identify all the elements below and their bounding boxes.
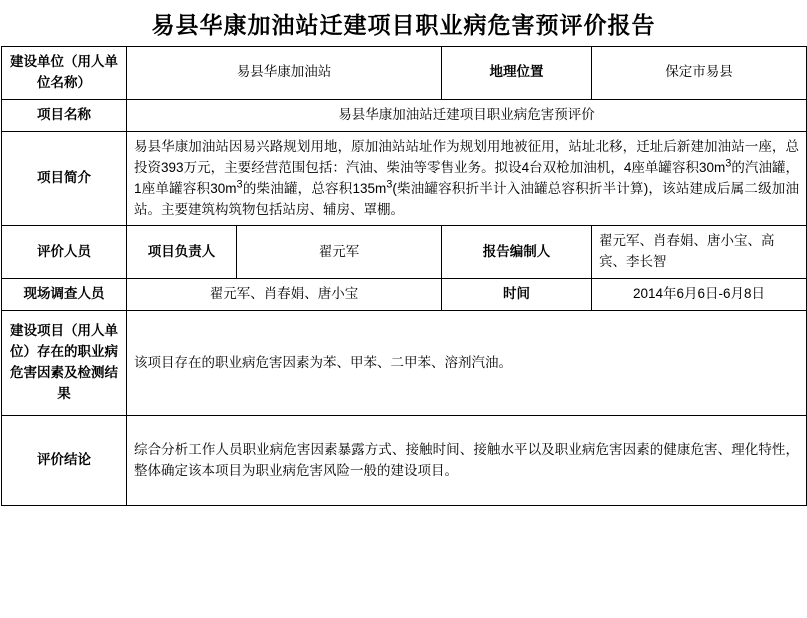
report-table (1, 46, 807, 506)
leader-value: 翟元军 (237, 226, 442, 279)
title-bar (0, 0, 807, 46)
time-label: 时间 (442, 279, 592, 311)
location-value: 保定市易县 (592, 47, 807, 100)
investigators-value: 翟元军、肖春娟、唐小宝 (127, 279, 442, 311)
table-row (2, 416, 807, 506)
leader-label: 项目负责人 (127, 226, 237, 279)
hazards-label: 建设项目（用人单位）存在的职业病危害因素及检测结果 (2, 311, 127, 416)
project-name-value: 易县华康加油站迁建项目职业病危害预评价 (127, 99, 807, 131)
project-intro-label: 项目简介 (2, 131, 127, 226)
table-row (2, 226, 807, 279)
hazards-value: 该项目存在的职业病危害因素为苯、甲苯、二甲苯、溶剂汽油。 (127, 311, 807, 416)
page-title: 易县华康加油站迁建项目职业病危害预评价报告 (151, 12, 656, 38)
location-label: 地理位置 (442, 47, 592, 100)
project-name-label: 项目名称 (2, 99, 127, 131)
investigators-label: 现场调查人员 (2, 279, 127, 311)
table-row (2, 311, 807, 416)
table-row (2, 47, 807, 100)
unit-value: 易县华康加油站 (127, 47, 442, 100)
writer-value: 翟元军、肖春娟、唐小宝、高宾、李长智 (592, 226, 807, 279)
table-row (2, 279, 807, 311)
unit-label: 建设单位（用人单位名称） (2, 47, 127, 100)
table-row (2, 99, 807, 131)
writer-label: 报告编制人 (442, 226, 592, 279)
project-intro-value: 易县华康加油站因易兴路规划用地，原加油站站址作为规划用地被征用，站址北移，迁址后新建加油站一座，总投资393万元，主要经营范围包括：汽油、柴油等零售业务。拟设4台双枪加油机，4座单罐容积$30m^3$的汽油罐，1座单罐容积$30m^3$的柴油罐，总容积$135m^3$(柴油罐容积折半计入油罐总容积折半计算)，该站建成后属二级加油站。主要建筑构筑物包括站房、辅房、罩棚。 (127, 131, 807, 226)
conclusion-value: 综合分析工作人员职业病危害因素暴露方式、接触时间、接触水平以及职业病危害因素的健康危害、理化特性，整体确定该本项目为职业病危害风险一般的建设项目。 (127, 416, 807, 506)
table-row (2, 131, 807, 226)
time-value: 2014年6月6日-6月8日 (592, 279, 807, 311)
conclusion-label: 评价结论 (2, 416, 127, 506)
evaluators-label: 评价人员 (2, 226, 127, 279)
